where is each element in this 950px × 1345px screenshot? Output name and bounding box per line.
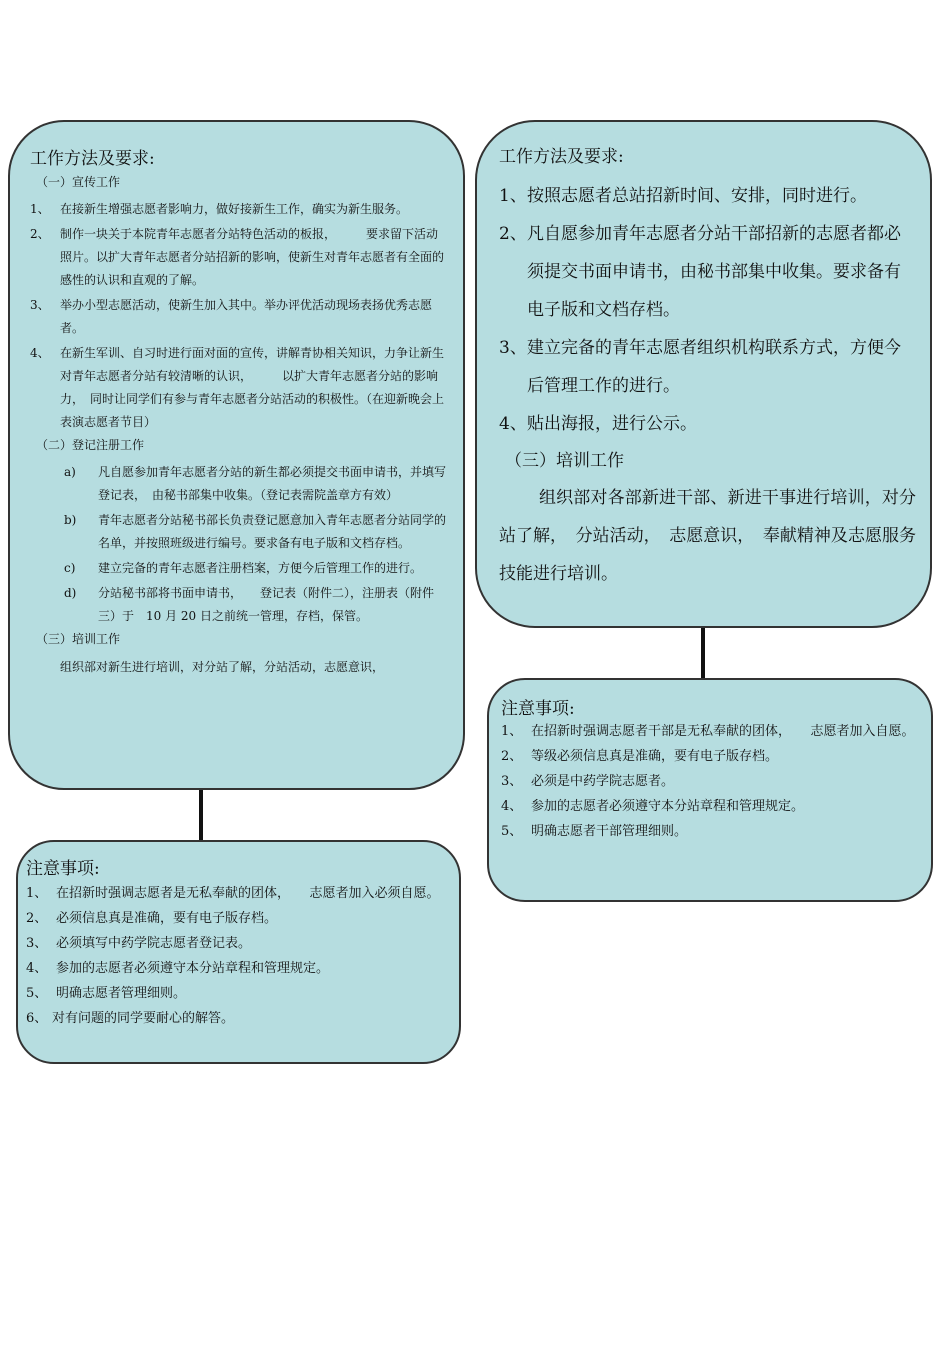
right-methods-title: 工作方法及要求:	[499, 147, 624, 167]
list-item: 4、 贴出海报，进行公示。	[499, 414, 697, 434]
list-item: 1、 在招新时强调志愿者干部是无私奉献的团体， 志愿者加入自愿。	[501, 724, 915, 739]
list-item: 1、 在招新时强调志愿者是无私奉献的团体， 志愿者加入必须自愿。	[26, 886, 440, 901]
section-registration: （二）登记注册工作	[36, 438, 145, 452]
right-notes-title: 注意事项:	[501, 699, 575, 719]
list-item: 1、 按照志愿者总站招新时间、安排，同时进行。	[499, 186, 867, 206]
left-methods-box	[8, 120, 465, 790]
list-item: 4、 参加的志愿者必须遵守本分站章程和管理规定。	[501, 799, 805, 814]
list-item: 5、 明确志愿者管理细则。	[26, 986, 187, 1001]
section-training: （三）培训工作	[36, 632, 121, 646]
list-item: 2、 等级必须信息真是准确，要有电子版存档。	[501, 749, 779, 764]
training-paragraph: 组织部对各部新进干部、新进干事进行培训，对分站了解， 分站活动， 志愿意识， 奉献精神及志愿服务技能进行培训。	[499, 488, 916, 584]
list-item: 2、 制作一块关于本院青年志愿者分站特色活动的板报， 要求留下活动照片。以扩大青年志愿者分站招新的影响，使新生对青年志愿者有全面的感性的认识和直观的了解。	[30, 227, 445, 287]
right-notes-box	[487, 678, 933, 902]
section-publicity: （一）宣传工作	[36, 175, 121, 189]
list-item: a) 凡自愿参加青年志愿者分站的新生都必须提交书面申请书，并填写登记表， 由秘书部集中收集。（登记表需院盖章方有效）	[64, 465, 447, 502]
list-item: 3、 必须填写中药学院志愿者登记表。	[26, 936, 252, 951]
list-item: b) 青年志愿者分站秘书部长负责登记愿意加入青年志愿者分站同学的名单，并按照班级进行编号。要求备有电子版和文档存档。	[64, 513, 447, 550]
list-item: 3、 必须是中药学院志愿者。	[501, 774, 675, 789]
list-item: 4、 参加的志愿者必须遵守本分站章程和管理规定。	[26, 961, 330, 976]
list-item: d) 分站秘书部将书面申请书， 登记表（附件二），注册表（附件三）于 10 月 20 日之前统一管理，存档，保管。	[64, 586, 435, 623]
list-item: 3、 举办小型志愿活动，使新生加入其中。举办评优活动现场表扬优秀志愿者。	[30, 298, 433, 335]
connector-line-right	[701, 628, 705, 678]
list-item: 4、 在新生军训、自习时进行面对面的宣传，讲解青协相关知识，力争让新生对青年志愿者分站有较清晰的认识， 以扩大青年志愿者分站的影响力， 同时让同学们有参与青年志愿者分站活动的积极性。（在迎新晚会上表演志愿者节目）	[30, 346, 445, 429]
section-training: （三）培训工作	[505, 451, 624, 471]
list-item: 5、 明确志愿者干部管理细则。	[501, 824, 688, 839]
training-paragraph: 组织部对新生进行培训，对分站了解，分站活动，志愿意识，	[60, 660, 385, 674]
list-item: 1、 在接新生增强志愿者影响力，做好接新生工作，确实为新生服务。	[30, 202, 409, 216]
left-notes-box	[16, 840, 461, 1064]
list-item: 6、 对有问题的同学要耐心的解答。	[26, 1011, 235, 1026]
list-item: c) 建立完备的青年志愿者注册档案，方便今后管理工作的进行。	[64, 561, 423, 575]
list-item: 2、 凡自愿参加青年志愿者分站干部招新的志愿者都必须提交书面申请书，由秘书部集中收集。要求备有电子版和文档存档。	[499, 224, 901, 320]
right-methods-box	[475, 120, 932, 628]
list-item: 2、 必须信息真是准确，要有电子版存档。	[26, 911, 278, 926]
list-item: 3、 建立完备的青年志愿者组织机构联系方式，方便今后管理工作的进行。	[499, 338, 901, 396]
connector-line-left	[199, 790, 203, 840]
left-notes-title: 注意事项:	[26, 859, 100, 879]
left-methods-title: 工作方法及要求:	[30, 149, 155, 169]
